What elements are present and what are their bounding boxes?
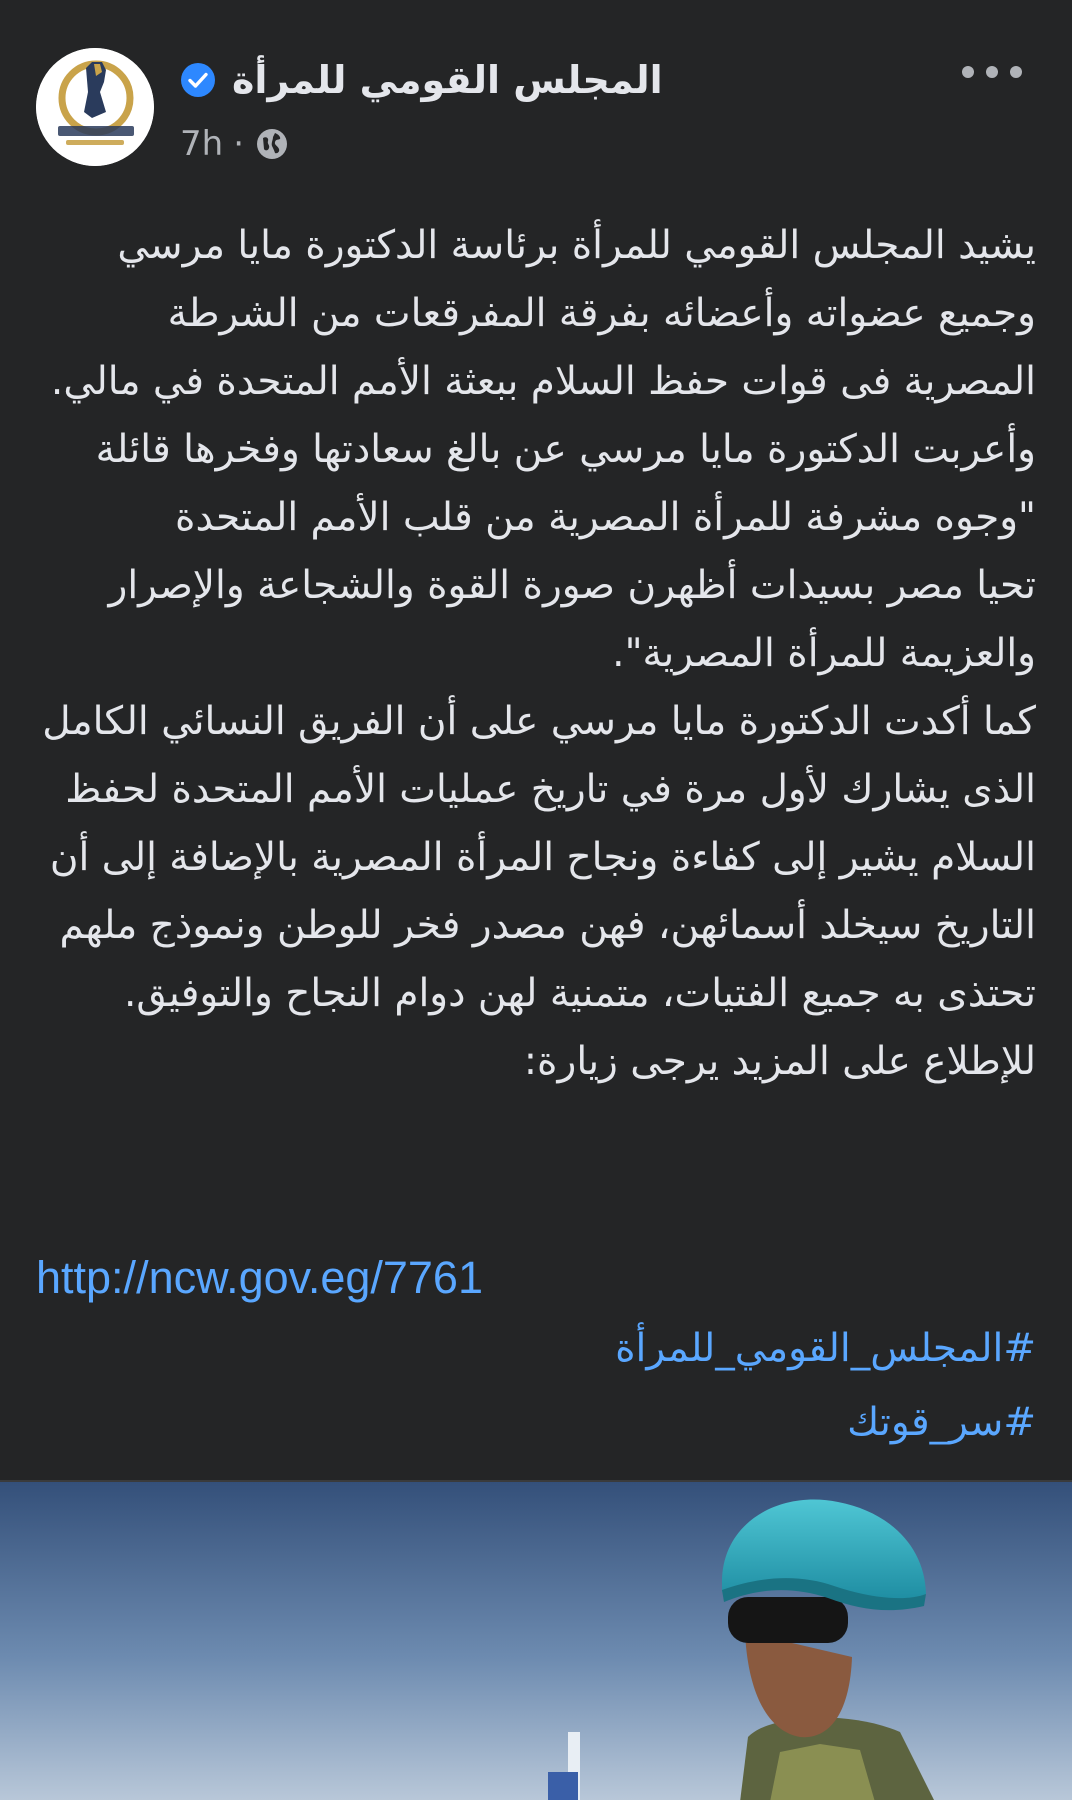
page-avatar[interactable] <box>36 48 154 166</box>
post-paragraph: يشيد المجلس القومي للمرأة برئاسة الدكتورة مايا مرسي وجميع عضواته وأعضائه بفرقة المفرقعات من الشرطة المصرية فى قوات حفظ السلام ببعثة الأمم المتحدة في مالي. <box>50 223 1036 404</box>
dot <box>962 66 974 78</box>
post-header <box>0 0 1072 190</box>
dot <box>986 66 998 78</box>
post-link[interactable]: http://ncw.gov.eg/7761 <box>36 1252 483 1303</box>
post-paragraph: تحيا مصر بسيدات أظهرن صورة القوة والشجاعة والإصرار والعزيمة للمرأة المصرية". <box>108 563 1036 676</box>
post-photo[interactable] <box>0 1480 1072 1800</box>
dot <box>1010 66 1022 78</box>
post-timestamp[interactable]: 7h <box>180 124 224 164</box>
hashtag-link[interactable]: #سر_قوتك <box>847 1400 1036 1445</box>
globe-icon[interactable] <box>254 126 290 162</box>
meta-separator: · <box>233 124 244 164</box>
post-paragraph: وأعربت الدكتورة مايا مرسي عن بالغ سعادتها وفخرها قائلة "وجوه مشرفة للمرأة المصرية من قلب الأمم المتحدة <box>95 427 1036 540</box>
verified-badge-icon <box>180 62 216 98</box>
ncw-logo <box>36 48 154 166</box>
peacekeeper-photo <box>0 1482 1072 1800</box>
more-dots-icon[interactable] <box>962 52 1022 92</box>
post-body <box>34 212 1036 1096</box>
post-hashtags <box>615 1312 1036 1460</box>
post-paragraph: كما أكدت الدكتورة مايا مرسي على أن الفريق النسائي الكامل الذى يشارك لأول مرة في تاريخ عمليات الأمم المتحدة لحفظ السلام يشير إلى كفاءة ونجاح المرأة المصرية بالإضافة إلى أن التاريخ سيخلد أسمائهن، فهن مصدر فخر للوطن ونموذج ملهم تحتذى به جميع الفتيات، متمنية لهن دوام النجاح والتوفيق. <box>42 699 1036 1016</box>
page-name[interactable]: المجلس القومي للمرأة <box>232 58 663 102</box>
post-paragraph: للإطلاع على المزيد يرجى زيارة: <box>523 1039 1036 1084</box>
hashtag-link[interactable]: #المجلس_القومي_للمرأة <box>615 1326 1036 1371</box>
post-meta <box>180 120 290 168</box>
page-name-row[interactable] <box>180 52 663 108</box>
